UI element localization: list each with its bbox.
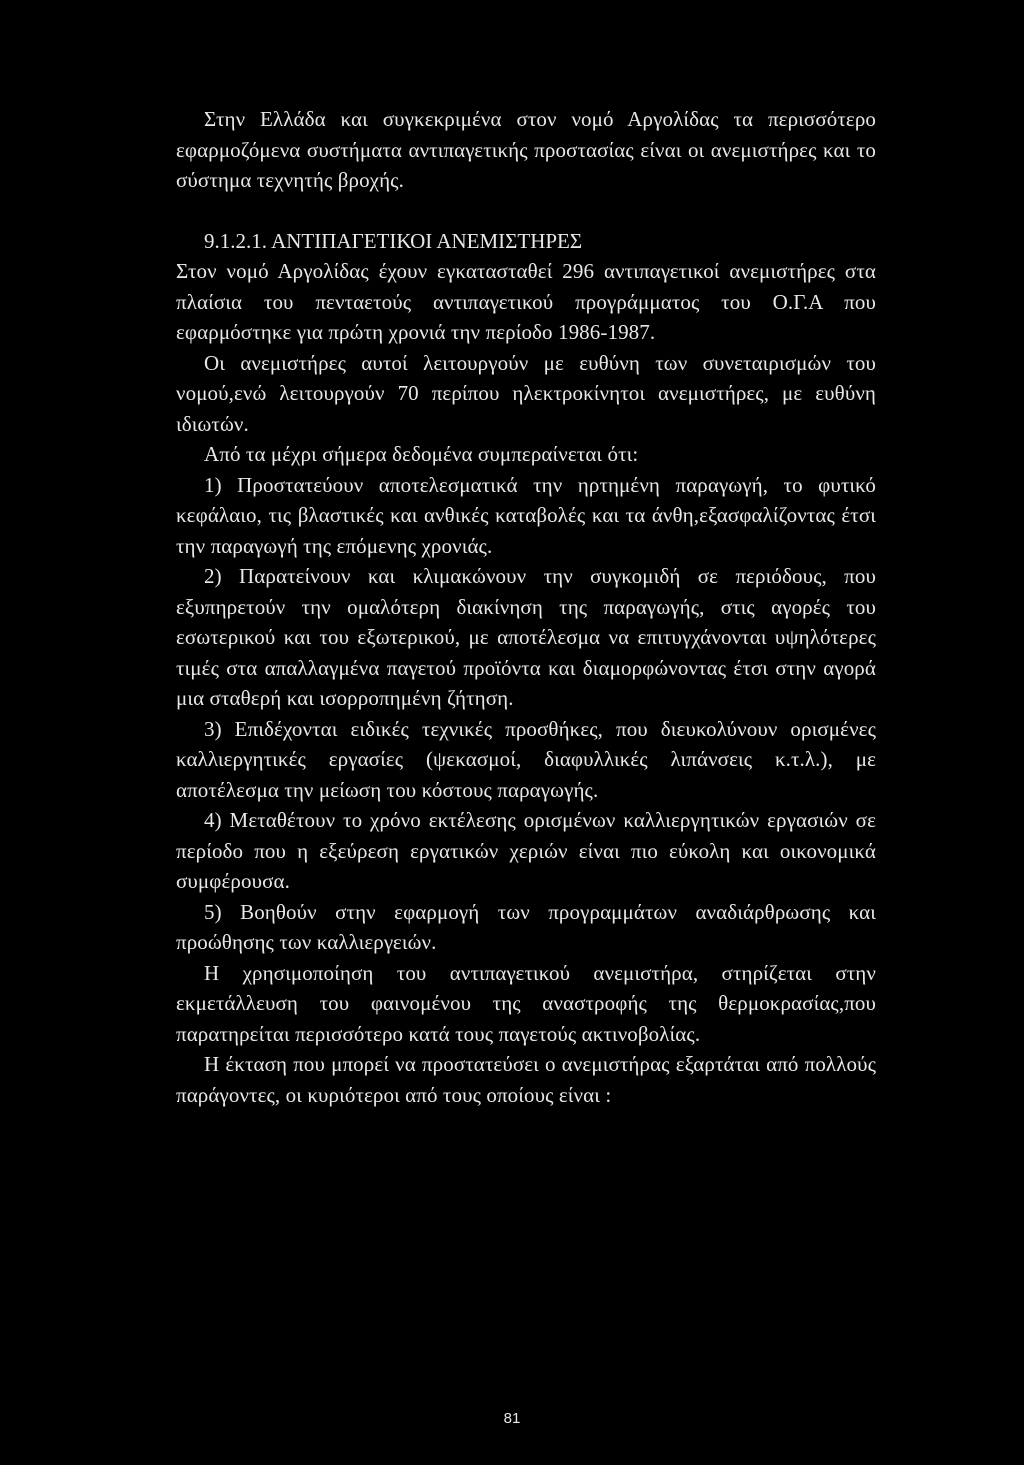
list-item: 2) Παρατείνουν και κλιμακώνουν την συγκομιδή σε περιόδους, που εξυπηρετούν την ομαλότερη διακίνηση της παραγωγής, στις αγορές του εσωτερικού και του εξωτερικού, με αποτέλεσμα να επιτυγχάνονται υψηλότερες τιμές στα απαλλαγμένα παγετού προϊόντα και διαμορφώνοντας έτσι στην αγορά μια σταθερή και ισορροπημένη ζήτηση. — [176, 564, 876, 710]
body-paragraph: Η χρησιμοποίηση του αντιπαγετικού ανεμιστήρα, στηρίζεται στην εκμετάλλευση του φαινομένου της αναστροφής της θερμοκρασίας,που παρατηρείται περισσότερο κατά τους παγετούς ακτινοβολίας. — [176, 960, 876, 1046]
list-item: 3) Επιδέχονται ειδικές τεχνικές προσθήκες, που διευκολύνουν ορισμένες καλλιεργητικές εργασίες (ψεκασμοί, διαφυλλικές λιπάνσεις κ.τ.λ.), με αποτέλεσμα την μείωση του κόστους παραγωγής. — [176, 716, 876, 802]
document-page — [176, 104, 876, 1110]
list-item: 4) Μεταθέτουν το χρόνο εκτέλεσης ορισμένων καλλιεργητικών εργασιών σε περίοδο που η εξεύρεση εργατικών χεριών είναι πιο εύκολη και οικονομικά συμφέρουσα. — [176, 808, 876, 893]
body-paragraph: Από τα μέχρι σήμερα δεδομένα συμπεραίνεται ότι: — [204, 442, 639, 466]
list-item: 1) Προστατεύουν αποτελεσματικά την ηρτημένη παραγωγή, το φυτικό κεφάλαιο, τις βλαστικές και ανθικές καταβολές και τα άνθη,εξασφαλίζοντας έτσι την παραγωγή της επόμενης χρονιάς. — [176, 472, 876, 558]
page-number: 81 — [503, 1410, 521, 1427]
section-heading: 9.1.2.1. ΑΝΤΙΠΑΓΕΤΙΚΟΙ ΑΝΕΜΙΣΤΗΡΕΣ — [204, 228, 583, 253]
body-paragraph: Η έκταση που μπορεί να προστατεύσει ο ανεμιστήρας εξαρτάται από πολλούς παράγοντες, οι κυριότεροι από τους οποίους είναι : — [176, 1052, 876, 1107]
body-paragraph: Οι ανεμιστήρες αυτοί λειτουργούν με ευθύνη των συνεταιρισμών του νομού,ενώ λειτουργούν 70 περίπου ηλεκτροκίνητοι ανεμιστήρες, με ευθύνη ιδιωτών. — [176, 350, 876, 436]
list-item: 5) Βοηθούν στην εφαρμογή των προγραμμάτων αναδιάρθρωσης και προώθησης των καλλιεργειών. — [176, 899, 876, 954]
spacer — [176, 196, 876, 226]
body-paragraph: Στον νομό Αργολίδας έχουν εγκατασταθεί 296 αντιπαγετικοί ανεμιστήρες στα πλαίσια του πενταετούς αντιπαγετικού προγράμματος του Ο.Γ.Α που εφαρμόστηκε για πρώτη χρονιά την περίοδο 1986-1987. — [176, 259, 876, 344]
intro-paragraph: Στην Ελλάδα και συγκεκριμένα στον νομό Αργολίδας τα περισσότερο εφαρμοζόμενα συστήματα αντιπαγετικής προστασίας είναι οι ανεμιστήρες και το σύστημα τεχνητής βροχής. — [176, 107, 876, 192]
